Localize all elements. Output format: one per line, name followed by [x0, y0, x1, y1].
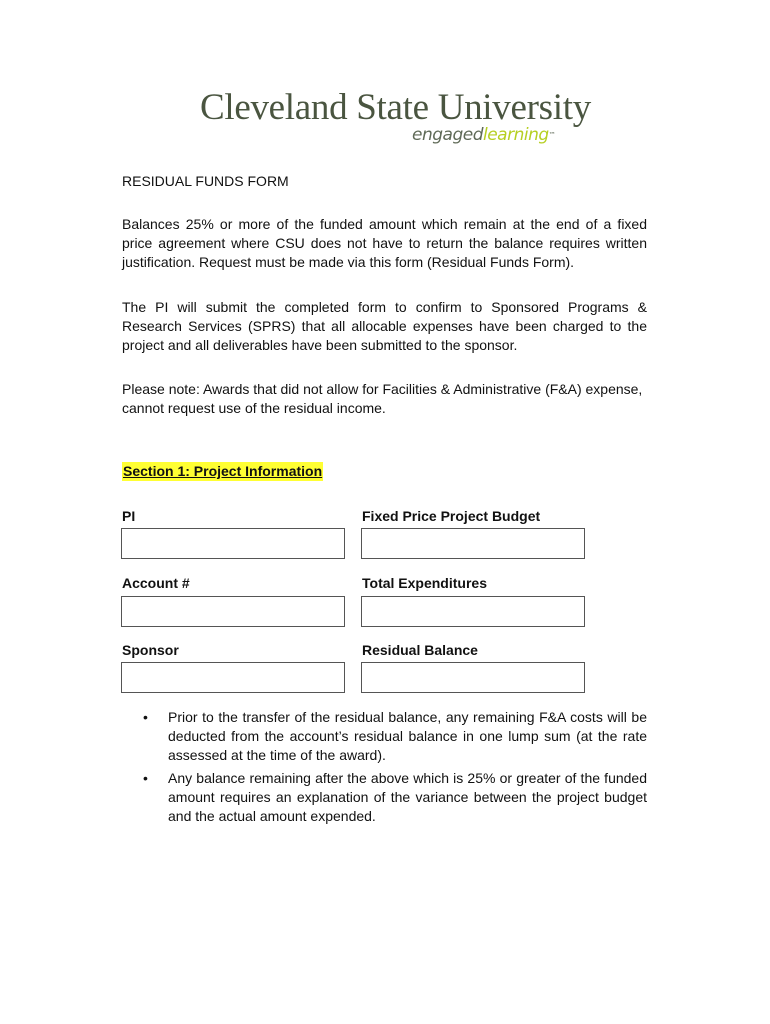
account-label: Account # — [122, 575, 190, 591]
logo-tagline-engaged: engaged — [412, 125, 483, 145]
pi-label: PI — [122, 508, 136, 524]
note-paragraph: Please note: Awards that did not allow for Facilities & Administrative (F&A) expense, cannot request use of the residual income. — [122, 381, 643, 416]
pi-field[interactable] — [121, 528, 345, 559]
sponsor-label: Sponsor — [122, 642, 179, 658]
expenditures-field[interactable] — [361, 596, 585, 627]
expenditures-label: Total Expenditures — [362, 575, 487, 591]
bullet-text: Prior to the transfer of the residual balance, any remaining F&A costs will be deducted from the account’s residual balance in one lump sum (at the rate assessed at the time of the award). — [168, 709, 647, 763]
university-logo — [200, 87, 591, 150]
intro-paragraph: Balances 25% or more of the funded amount which remain at the end of a fixed price agreement where CSU does not have to return the balance requires written justification. Request must be made via this form (Residual Funds Form). — [122, 216, 647, 270]
account-field[interactable] — [121, 596, 345, 627]
logo-trademark: ™ — [548, 131, 556, 139]
form-title: RESIDUAL FUNDS FORM — [122, 173, 289, 189]
budget-field[interactable] — [361, 528, 585, 559]
budget-label: Fixed Price Project Budget — [362, 508, 541, 524]
bullet-list — [122, 708, 647, 830]
bullet-icon: • — [143, 709, 148, 725]
pi-submission-paragraph: The PI will submit the completed form to confirm to Sponsored Programs & Research Services (SPRS) that all allocable expenses have been charged to the project and all deliverables have been submitted to the sponsor. — [122, 299, 647, 353]
residual-balance-label: Residual Balance — [362, 642, 478, 658]
section-1-heading: Section 1: Project Information — [123, 463, 323, 479]
logo-university-name: Cleveland State University — [200, 87, 591, 128]
logo-tagline — [412, 125, 555, 145]
residual-balance-field[interactable] — [361, 662, 585, 693]
list-item — [122, 769, 647, 826]
bullet-text: Any balance remaining after the above which is 25% or greater of the funded amount requires an explanation of the variance between the project budget and the actual amount expended. — [168, 770, 647, 824]
sponsor-field[interactable] — [121, 662, 345, 693]
logo-tagline-learning: learning — [482, 125, 549, 145]
bullet-icon: • — [143, 770, 148, 786]
list-item — [122, 708, 647, 765]
